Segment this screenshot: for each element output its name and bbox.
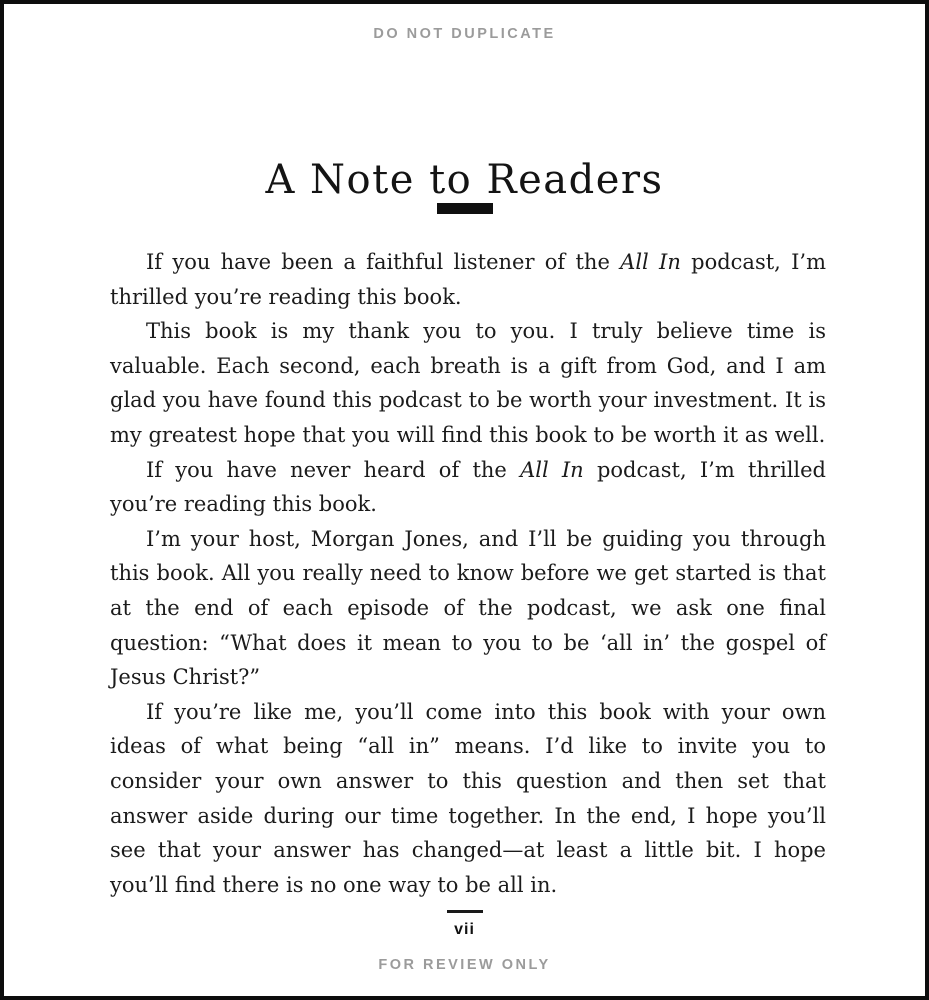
italic-run: All In [520, 457, 584, 482]
body-text [110, 245, 826, 902]
title-divider-bar [437, 203, 493, 214]
for-review-only-stamp: FOR REVIEW ONLY [378, 957, 551, 973]
paragraph [110, 695, 826, 903]
footer-rule [447, 910, 483, 913]
page-number: vii [454, 921, 475, 938]
text-run: I’m your host, Morgan Jones, and I’ll be guiding you through this book. All you really need to know before we get started is that at the end of each episode of the podcast, we ask one final question: “What does it mean to you to be ‘all in’ the gospel of Jesus Christ?” [110, 526, 826, 690]
text-run: podcast, I’m thrilled you’re reading this book. [110, 457, 827, 517]
text-run: podcast, I’m thrilled you’re reading this book. [110, 250, 827, 309]
text-run: If you have never heard of the [146, 457, 521, 482]
paragraph [110, 245, 826, 314]
text-run: If you’re like me, you’ll come into this book with your own ideas of what being “all in” means. I’d like to invite you to consider your own answer to this question and then set that answer aside during our time together. In the end, I hope you’ll see that your answer has changed—at least a little bit. I hope you’ll find there is no one way to be all in. [110, 699, 826, 897]
text-run: This book is my thank you to you. I truly believe time is valuable. Each second, each breath is a gift from God, and I am glad you have found this podcast to be worth your investment. It is my greatest hope that you will find this book to be worth it as well. [110, 319, 826, 447]
text-run: If you have been a faithful listener of the [146, 250, 621, 274]
chapter-title: A Note to Readers [265, 156, 664, 203]
paragraph [110, 314, 826, 452]
italic-run: All In [620, 250, 681, 274]
paragraph [110, 453, 826, 522]
do-not-duplicate-stamp: DO NOT DUPLICATE [373, 26, 556, 42]
paragraph [110, 522, 826, 695]
